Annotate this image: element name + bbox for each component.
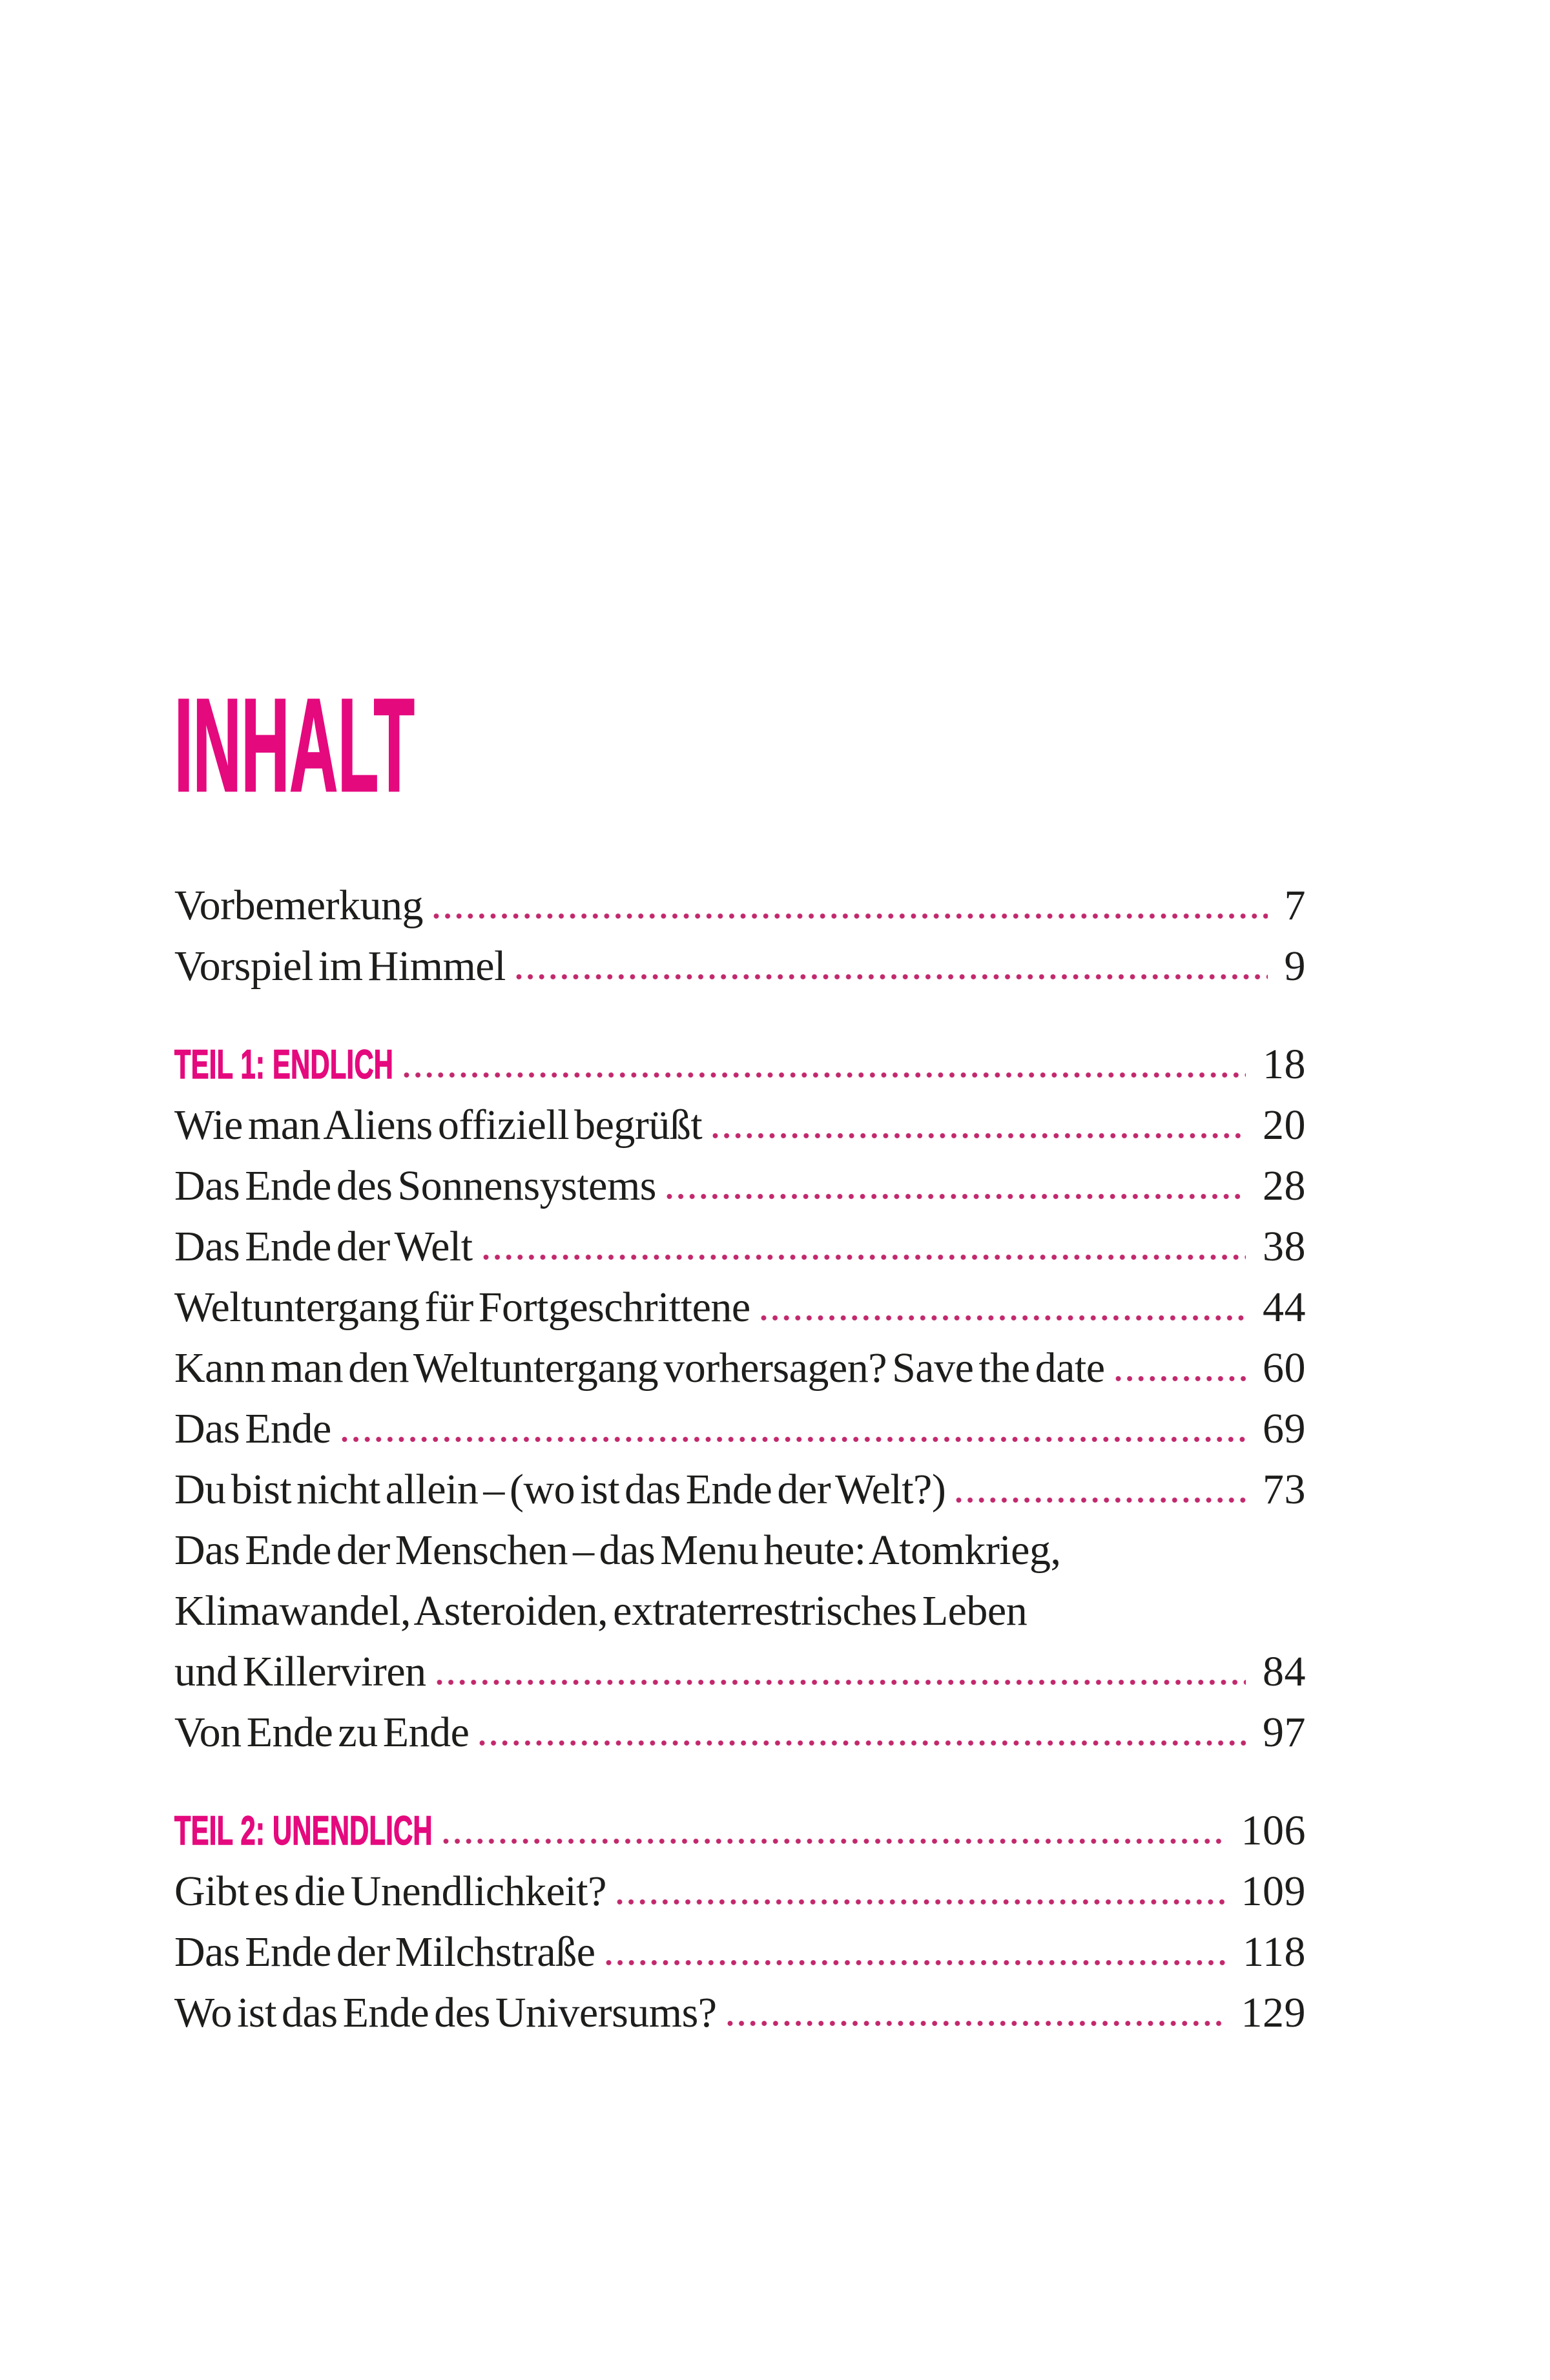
toc-entry-label: Klimawandel, Asteroiden, extraterrestrisches Leben xyxy=(174,1587,1028,1634)
toc-entry-page: 118 xyxy=(1242,1928,1306,1976)
toc-entry-label: Von Ende zu Ende xyxy=(174,1709,470,1756)
toc-entry-label: Das Ende der Milchstraße xyxy=(174,1928,595,1976)
toc-entry xyxy=(174,1870,1306,1913)
dot-leader xyxy=(443,1838,1224,1844)
dot-leader xyxy=(606,1959,1226,1966)
dot-leader xyxy=(342,1436,1246,1443)
toc-entry xyxy=(174,1587,1306,1634)
toc-entry-label: Wie man Aliens offiziell begrüßt xyxy=(174,1101,703,1149)
dot-leader xyxy=(437,1679,1246,1686)
toc-entry-page: 109 xyxy=(1241,1868,1306,1915)
toc-entry-label: Das Ende der Menschen – das Menu heute: Atomkrieg, xyxy=(174,1527,1061,1574)
dot-leader xyxy=(479,1740,1246,1746)
toc-entry xyxy=(174,1468,1306,1511)
dot-leader xyxy=(404,1072,1246,1078)
toc-entry-label: Das Ende des Sonnensystems xyxy=(174,1162,656,1209)
toc-entry xyxy=(174,1529,1306,1572)
section-heading-row xyxy=(174,1043,1306,1086)
toc-entry-label: Vorbemerkung xyxy=(174,882,424,929)
toc-entry xyxy=(174,1405,1306,1452)
toc-entry-label: Wo ist das Ende des Universums? xyxy=(174,1989,717,2036)
toc-entry-label: Du bist nicht allein – (wo ist das Ende der Welt?) xyxy=(174,1466,946,1513)
page-title xyxy=(174,671,1306,819)
section-heading-row xyxy=(174,1807,1306,1854)
dot-leader xyxy=(1115,1375,1246,1382)
toc-entry xyxy=(174,1223,1306,1270)
toc-entry-page: 60 xyxy=(1263,1344,1306,1392)
toc-entry-page: 38 xyxy=(1263,1223,1306,1270)
toc-entry-page: 7 xyxy=(1284,882,1306,929)
section-heading: TEIL 1: ENDLICH xyxy=(174,1042,394,1087)
toc-list xyxy=(174,884,1306,2034)
toc-entry-page: 129 xyxy=(1241,1989,1306,2036)
toc-entry-page: 97 xyxy=(1263,1709,1306,1756)
toc-entry xyxy=(174,1989,1306,2036)
toc-entry-page: 69 xyxy=(1263,1405,1306,1452)
dot-leader xyxy=(727,2020,1224,2027)
toc-entry xyxy=(174,1162,1306,1209)
toc-entry xyxy=(174,1344,1306,1392)
dot-leader xyxy=(433,913,1267,919)
toc-entry-page: 84 xyxy=(1263,1648,1306,1695)
toc-entry-page: 44 xyxy=(1263,1284,1306,1331)
toc-entry-label: und Killerviren xyxy=(174,1648,426,1695)
dot-leader xyxy=(666,1193,1246,1200)
toc-entry-page: 20 xyxy=(1263,1101,1306,1149)
toc-entry-page: 28 xyxy=(1263,1162,1306,1209)
page-title-text: INHALT xyxy=(174,671,415,819)
dot-leader xyxy=(483,1254,1246,1260)
toc-entry xyxy=(174,945,1306,988)
dot-leader xyxy=(617,1899,1224,1905)
toc-entry-page: 18 xyxy=(1263,1041,1306,1088)
toc-entry-page: 106 xyxy=(1241,1807,1306,1854)
toc-entry xyxy=(174,1928,1306,1976)
dot-leader xyxy=(516,974,1268,980)
toc-entry-label: Das Ende xyxy=(174,1405,331,1452)
toc-entry-label: Das Ende der Welt xyxy=(174,1223,473,1270)
section-heading: TEIL 2: UNENDLICH xyxy=(174,1808,433,1853)
toc-entry-page: 73 xyxy=(1263,1466,1306,1513)
dot-leader xyxy=(956,1497,1246,1503)
toc-entry-page: 9 xyxy=(1284,943,1306,990)
toc-entry xyxy=(174,884,1306,927)
toc-entry xyxy=(174,1711,1306,1754)
dot-leader xyxy=(761,1315,1246,1321)
toc-entry xyxy=(174,1648,1306,1695)
toc-entry-label: Vorspiel im Himmel xyxy=(174,943,506,990)
toc-entry-label: Gibt es die Unendlichkeit? xyxy=(174,1868,606,1915)
toc-entry xyxy=(174,1101,1306,1149)
dot-leader xyxy=(712,1133,1246,1139)
toc-entry-label: Weltuntergang für Fortgeschrittene xyxy=(174,1284,750,1331)
toc-entry-label: Kann man den Weltuntergang vorhersagen? Save the date xyxy=(174,1344,1105,1392)
toc-entry xyxy=(174,1286,1306,1329)
